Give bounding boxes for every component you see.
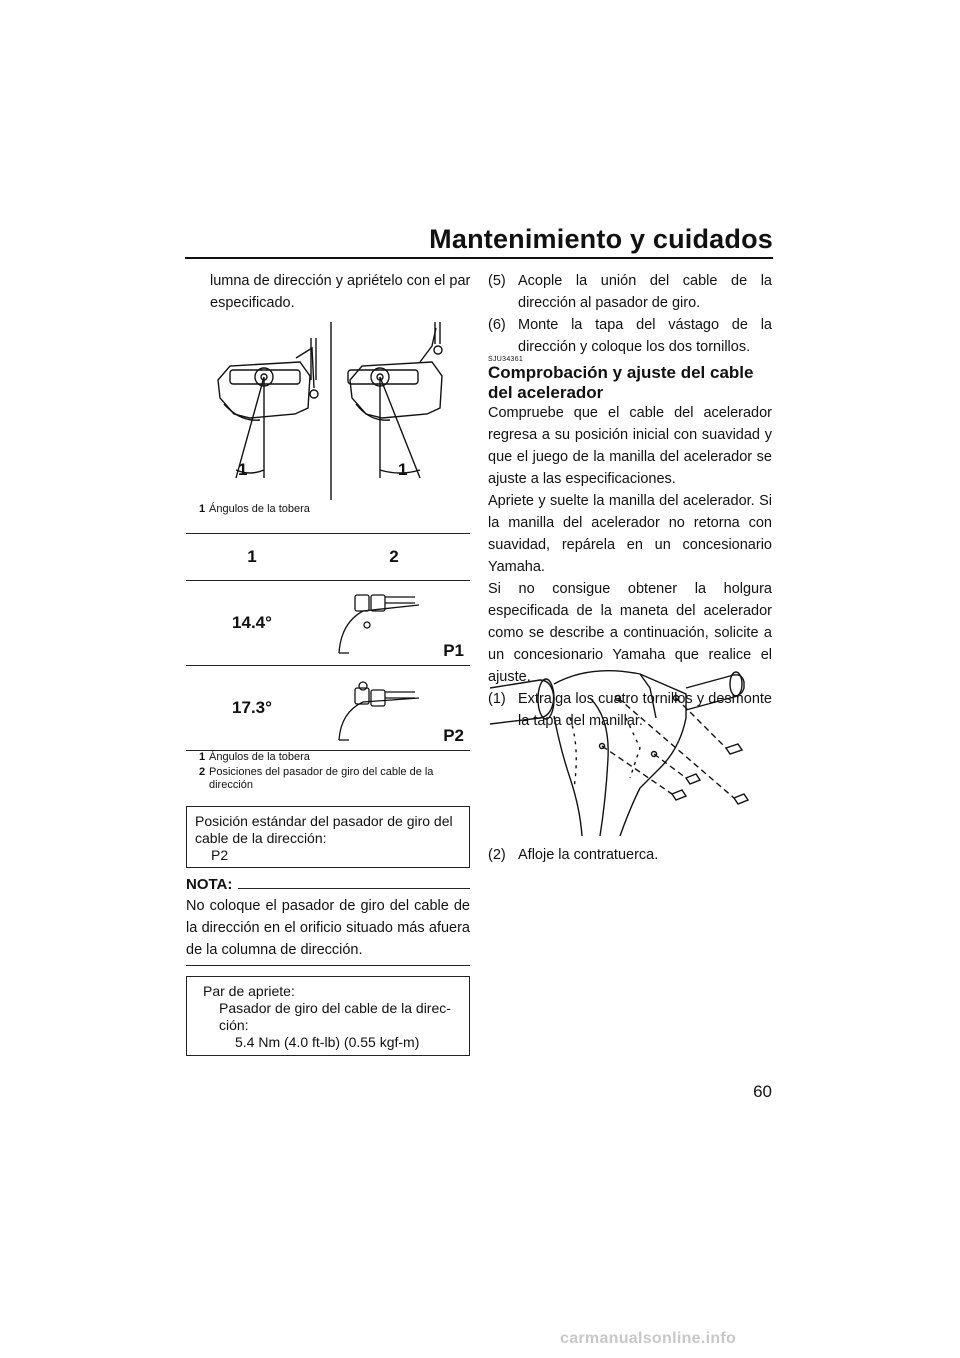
handlebar-cover-illustration [490,658,770,836]
torque-item-line-1: Pasador de giro del cable de la direc- [219,1000,451,1016]
caption-number: 2 [199,766,206,778]
angles-positions-table [186,533,470,751]
figure-callout-right: 1 [398,460,408,479]
step-text: Afloje la contratuerca. [518,847,659,863]
table-header-cell: 2 [318,534,470,581]
figure-caption-1 [199,503,310,516]
intro-line-1: lumna de dirección y apriételo con el par [210,273,471,289]
paragraph-3: Si no consigue obtener la holgura especificada de la maneta del acelerador como se describe a continuación, solicite a un concesionario Yamaha que realice el ajuste. [488,581,772,685]
table-row [186,666,470,751]
step-6 [488,314,772,358]
right-column-steps [488,270,772,358]
step-number: (1) [488,691,506,707]
nota-rule [238,888,470,889]
table-header-cell: 1 [186,534,318,581]
figure-caption-2 [199,751,469,792]
caption-text: Posiciones del pasador de giro del cable de la dirección [209,766,434,791]
std-box-line-1: Posición estándar del pasador de giro del [195,813,453,829]
step-5 [488,270,772,314]
step-number: (2) [488,847,506,863]
caption-text: Ángulos de la tobera [209,503,310,515]
std-box-value: P2 [211,847,229,863]
step-number: (6) [488,317,506,333]
step-text: Monte la tapa del vástago de la dirección y coloque los dos tornillos. [518,317,772,355]
caption-line [199,751,469,764]
section-code: SJU34361 [488,356,524,363]
std-box-line-2: cable de la dirección: [195,830,327,846]
step-number: (5) [488,273,506,289]
angle-value-cell: 14.4° [186,581,318,666]
watermark: carmanualsonline.info [560,1330,737,1347]
figure-callout-left: 1 [238,460,248,479]
position-label-p2: P2 [443,726,464,745]
table-row [186,581,470,666]
handlebar-cover-figure [490,658,770,836]
caption-text: Ángulos de la tobera [209,751,310,763]
torque-value: 5.4 Nm (4.0 ft-lb) (0.55 kgf-m) [235,1034,420,1050]
position-label-p1: P1 [443,641,464,660]
standard-position-box [186,806,470,868]
torque-spec-box [186,976,470,1056]
paragraph-1: Compruebe que el cable del acelerador regresa a su posición inicial con suavidad y que el juego de la manilla del acelerador se ajuste a las especificaciones. [488,405,772,487]
page-number: 60 [753,1082,772,1101]
nota-block [186,876,470,966]
step-2-block [488,844,772,866]
position-illustration-cell [318,666,470,751]
nota-bottom-rule [186,965,470,966]
step-text: Extraiga los cuatro tornillos y desmonte la tapa del manillar. [518,691,772,729]
step-2 [488,844,772,866]
section-heading: Comprobación y ajuste del cable del acelerador [488,363,754,402]
nota-text: No coloque el pasador de giro del cable de la dirección en el orificio situado más afuera de la columna de dirección. [186,898,470,958]
nota-label: NOTA: [186,876,233,893]
intro-line-2: especificado. [210,295,295,311]
caption-number: 1 [199,503,206,515]
title-divider [185,257,773,259]
nozzle-angles-figure [200,318,462,500]
torque-label: Par de apriete: [203,983,295,999]
intro-text [186,270,494,314]
position-illustration-cell [318,581,470,666]
paragraph-2: Apriete y suelte la manilla del acelerador. Si la manilla del acelerador no retorna con suavidad, repárela en un concesionario Yamaha. [488,493,772,575]
torque-item-line-2: ción: [219,1017,249,1033]
nota-header [186,876,470,893]
caption-number: 1 [199,751,206,763]
step-text: Acople la unión del cable de la dirección al pasador de giro. [518,273,772,311]
angle-value-cell: 17.3° [186,666,318,751]
table-header-row [186,534,470,581]
page-title: Mantenimiento y cuidados [429,224,773,254]
caption-line [199,766,469,792]
